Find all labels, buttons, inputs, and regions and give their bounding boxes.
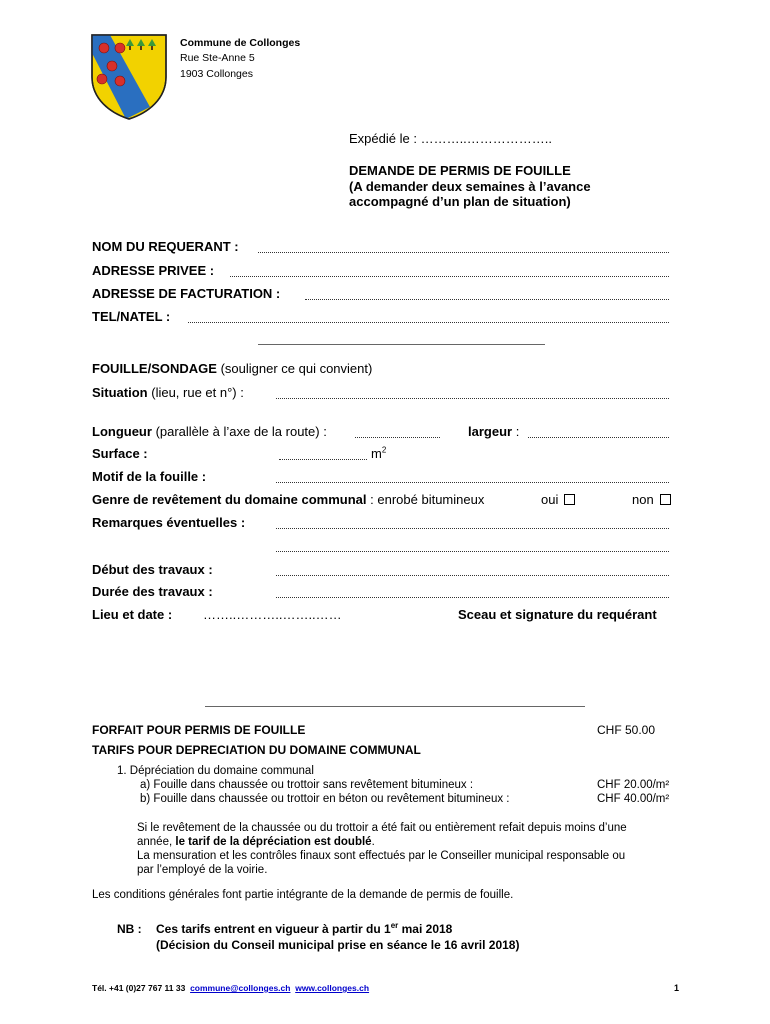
duree-travaux-field[interactable] [276,597,669,598]
non-option[interactable]: non [632,492,671,507]
depreciation-item-b-price: CHF 40.00/m² [597,793,670,805]
separator-line-2 [205,706,585,707]
surface-field[interactable] [279,459,367,460]
depreciation-note: Si le revêtement de la chaussée ou du trottoir a été fait ou entièrement refait depuis moins d’une année, le tarif de la dépréciation est doublé. La mensuration et les contrôles finaux sont effectués par le Conseiller municipal responsable ou par l’employé de la voirie. [137,822,627,876]
signature-label: Sceau et signature du requérant [458,607,657,622]
org-city: 1903 Collonges [180,68,253,80]
depreciation-item-a: a) Fouille dans chaussée ou trottoir sans revêtement bitumineux : [140,779,474,791]
tel-label: TEL/NATEL : [92,309,171,324]
longueur-label: Longueur (parallèle à l’axe de la route) : [92,424,327,439]
motif-label: Motif de la fouille : [92,469,207,484]
footer-email-link[interactable]: commune@collonges.ch [190,983,291,993]
adresse-facturation-field[interactable] [305,299,669,300]
adresse-privee-label: ADRESSE PRIVEE : [92,263,215,278]
oui-option[interactable]: oui [541,492,575,507]
depreciation-item: 1. Dépréciation du domaine communal [117,765,314,777]
depreciation-item-a-price: CHF 20.00/m² [597,779,670,791]
longueur-field[interactable] [355,437,440,438]
oui-checkbox[interactable] [564,494,575,505]
lieu-date-field[interactable]: ……..………..……..…… [203,607,342,622]
surface-label: Surface : [92,446,148,461]
debut-travaux-field[interactable] [276,575,669,576]
separator-line [258,344,545,345]
remarques-field-1[interactable] [276,528,669,529]
conditions-text: Les conditions générales font partie intégrante de la demande de permis de fouille. [92,889,514,901]
nom-requerant-field[interactable] [258,252,669,253]
adresse-privee-field[interactable] [230,276,669,277]
motif-field[interactable] [276,482,669,483]
page-number: 1 [674,983,680,993]
nb-label: NB : [117,922,142,936]
adresse-facturation-label: ADRESSE DE FACTURATION : [92,286,281,301]
duree-travaux-label: Durée des travaux : [92,584,213,599]
org-street: Rue Ste-Anne 5 [180,52,255,64]
footer-tel: Tél. +41 (0)27 767 11 33 [92,983,186,993]
remarques-field-2[interactable] [276,551,669,552]
depreciation-item-b: b) Fouille dans chaussée ou trottoir en béton ou revêtement bitumineux : [140,793,510,805]
form-title: DEMANDE DE PERMIS DE FOUILLE (A demander deux semaines à l’avance accompagné d’un plan de situation) [349,163,591,209]
fouille-heading: FOUILLE/SONDAGE (souligner ce qui convient) [92,361,373,376]
tel-field[interactable] [188,322,669,323]
lieu-date-label: Lieu et date : [92,607,173,622]
coat-of-arms-logo [90,33,168,121]
genre-revetement-label: Genre de revêtement du domaine communal : enrobé bitumineux [92,492,485,507]
surface-unit: $m^2$ [371,445,387,461]
depreciation-heading: TARIFS POUR DEPRECIATION DU DOMAINE COMMUNAL [92,743,421,757]
debut-travaux-label: Début des travaux : [92,562,213,577]
expedie-label: Expédié le : ………..……………….. [349,131,553,146]
footer-contact [92,983,369,993]
situation-field[interactable] [276,398,669,399]
nb-line-1: Ces tarifs entrent en vigueur à partir du 1er mai 2018 [156,921,453,936]
situation-label: Situation (lieu, rue et n°) : [92,385,244,400]
largeur-label: largeur : [468,424,520,439]
forfait-price: CHF 50.00 [597,723,656,737]
nb-line-2: (Décision du Conseil municipal prise en séance le 16 avril 2018) [156,938,520,952]
forfait-label: FORFAIT POUR PERMIS DE FOUILLE [92,723,306,737]
remarques-label: Remarques éventuelles : [92,515,246,530]
nom-requerant-label: NOM DU REQUERANT : [92,239,239,254]
footer-web-link[interactable]: www.collonges.ch [295,983,370,993]
largeur-field[interactable] [528,437,669,438]
non-checkbox[interactable] [660,494,671,505]
org-name: Commune de Collonges [180,37,301,49]
